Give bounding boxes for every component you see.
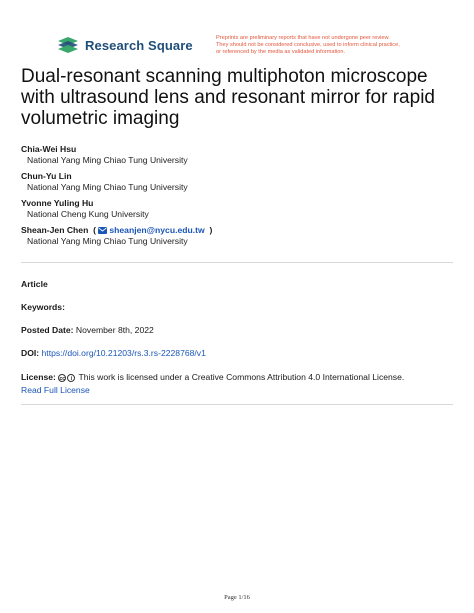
author-name[interactable]: Yvonne Yuling Hu bbox=[21, 198, 94, 208]
read-full-license-link[interactable]: Read Full License bbox=[21, 385, 90, 395]
author-email: sheanjen@nycu.edu.tw bbox=[109, 225, 205, 235]
author-entry bbox=[21, 171, 451, 193]
preprint-notice-line: They should not be considered conclusive, used to inform clinical practice, bbox=[216, 42, 400, 49]
by-icon: i bbox=[67, 374, 75, 382]
license-label: License: bbox=[21, 372, 56, 382]
author-affiliation: National Yang Ming Chiao Tung University bbox=[27, 155, 188, 165]
section-divider bbox=[21, 404, 453, 405]
research-square-logo-icon bbox=[57, 37, 79, 53]
research-square-logo[interactable] bbox=[57, 37, 193, 53]
section-divider bbox=[21, 262, 453, 263]
keywords-label: Keywords: bbox=[21, 302, 65, 312]
email-paren-close: ) bbox=[207, 225, 213, 235]
article-type-label: Article bbox=[21, 279, 48, 289]
author-entry bbox=[21, 225, 451, 247]
author-affiliation: National Yang Ming Chiao Tung University bbox=[27, 236, 188, 246]
doi-link[interactable]: https://doi.org/10.21203/rs.3.rs-2228768/v1 bbox=[41, 348, 206, 358]
posted-date bbox=[21, 325, 154, 336]
posted-date-label: Posted Date: bbox=[21, 325, 74, 335]
author-email-link[interactable] bbox=[98, 225, 207, 235]
author-affiliation: National Cheng Kung University bbox=[27, 209, 149, 219]
page-number: Page 1/16 bbox=[224, 594, 250, 601]
author-list bbox=[21, 144, 451, 252]
article-type bbox=[21, 279, 48, 290]
author-name[interactable]: Shean-Jen Chen bbox=[21, 225, 89, 235]
author-name[interactable]: Chia-Wei Hsu bbox=[21, 144, 77, 154]
envelope-icon bbox=[98, 227, 107, 234]
cc-icon: cc bbox=[59, 376, 66, 382]
license-text: This work is licensed under a Creative Commons Attribution 4.0 International License. bbox=[78, 372, 405, 382]
paper-title: Dual-resonant scanning multiphoton microscope with ultrasound lens and resonant mirror for rapid volumetric imaging bbox=[21, 66, 435, 129]
corresponding-author bbox=[21, 225, 451, 236]
author-affiliation: National Yang Ming Chiao Tung University bbox=[27, 182, 188, 192]
doi-label: DOI: bbox=[21, 348, 40, 358]
author-entry bbox=[21, 144, 451, 166]
author-name[interactable]: Chun-Yu Lin bbox=[21, 171, 72, 181]
author-entry bbox=[21, 198, 451, 220]
read-license bbox=[21, 385, 90, 396]
preprint-notice-line: or referenced by the media as validated information. bbox=[216, 49, 346, 56]
doi bbox=[21, 348, 206, 359]
preprint-notice-line: Preprints are preliminary reports that have not undergone peer review. bbox=[216, 35, 390, 41]
logo-text: Research Square bbox=[85, 37, 193, 53]
keywords bbox=[21, 302, 65, 313]
posted-date-value: November 8th, 2022 bbox=[75, 325, 154, 335]
email-paren-open: ( bbox=[90, 225, 96, 235]
preprint-notice bbox=[216, 35, 431, 57]
license bbox=[21, 372, 461, 383]
